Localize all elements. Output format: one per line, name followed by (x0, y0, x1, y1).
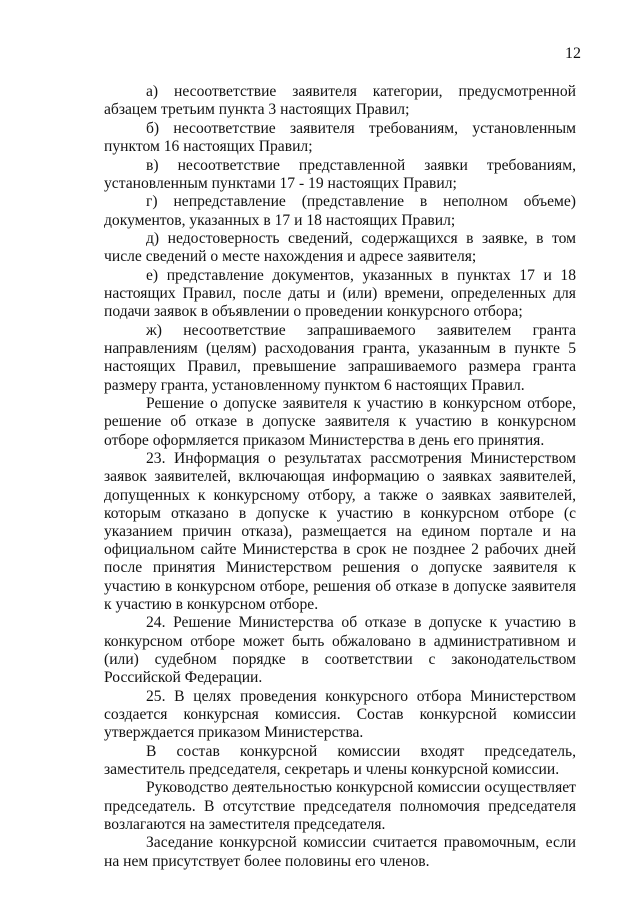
paragraph-commission-leadership: Руководство деятельностью конкурсной комиссии осуществляет председатель. В отсутствие председателя полномочия председателя возлагаются на заместителя председателя. (104, 779, 576, 833)
paragraph-commission-quorum: Заседание конкурсной комиссии считается правомочным, если на нем присутствует более половины его членов. (104, 834, 576, 870)
paragraph-clause-23: 23. Информация о результатах рассмотрения Министерством заявок заявителей, включающая информацию о заявках заявителей, допущенных к конкурсному отбору, а также о заявках заявителей, которым отказано в допуске к участию в конкурсном отборе (с указанием причин отказа), размещается на едином портале и на официальном сайте Министерства в срок не позднее 2 рабочих дней после принятия Министерством решения о допуске заявителя к участию в конкурсном отборе, решения об отказе в допуске заявителя к участию в конкурсном отборе. (104, 450, 576, 613)
paragraph-item-zh: ж) несоответствие запрашиваемого заявителем гранта направлениям (целям) расходования гранта, указанным в пункте 5 настоящих Правил, превышение запрашиваемого размера гранта размеру гранта, установленному пунктом 6 настоящих Правил. (104, 321, 576, 394)
paragraph-item-v: в) несоответствие представленной заявки требованиям, установленным пунктами 17 - 19 настоящих Правил; (104, 156, 576, 192)
paragraph-clause-25: 25. В целях проведения конкурсного отбора Министерством создается конкурсная комиссия. Состав конкурсной комиссии утверждается приказом Министерства. (104, 687, 576, 742)
paragraph-item-a: а) несоответствие заявителя категории, предусмотренной абзацем третьим пункта 3 настоящих Правил; (104, 83, 576, 119)
paragraph-item-b: б) несоответствие заявителя требованиям, установленным пунктом 16 настоящих Правил; (104, 119, 576, 155)
paragraph-clause-24: 24. Решение Министерства об отказе в допуске к участию в конкурсном отборе может быть обжаловано в административном и (или) судебном порядке в соответствии с законодательством Российской Федерации. (104, 614, 576, 687)
paragraph-admission-decision: Решение о допуске заявителя к участию в конкурсном отборе, решение об отказе в допуске заявителя к участию в конкурсном отборе оформляется приказом Министерства в день его принятия. (104, 395, 576, 449)
page-number: 12 (565, 45, 581, 62)
document-body (104, 83, 576, 871)
paragraph-item-e: е) представление документов, указанных в пунктах 17 и 18 настоящих Правил, после даты и (или) времени, определенных для подачи заявок в объявлении о проведении конкурсного отбора; (104, 266, 576, 321)
paragraph-item-g: г) непредставление (представление в неполном объеме) документов, указанных в 17 и 18 настоящих Правил; (104, 193, 576, 229)
paragraph-item-d: д) недостоверность сведений, содержащихся в заявке, в том числе сведений о месте нахождения и адресе заявителя; (104, 230, 576, 266)
paragraph-commission-composition: В состав конкурсной комиссии входят председатель, заместитель председателя, секретарь и члены конкурсной комиссии. (104, 742, 576, 778)
